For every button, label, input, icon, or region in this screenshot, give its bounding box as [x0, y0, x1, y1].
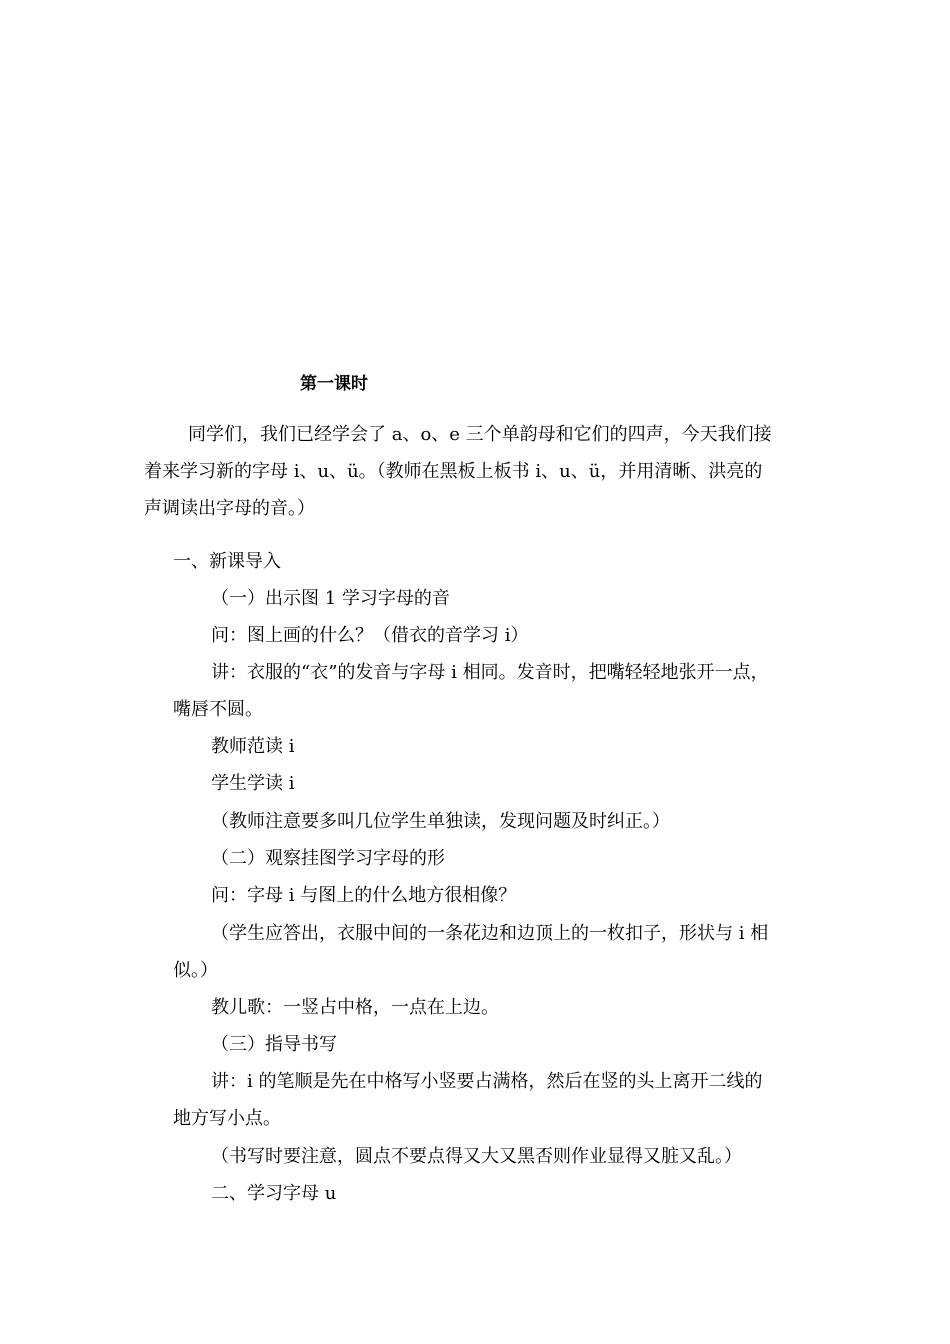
section-heading-new-lesson: 一、新课导入	[173, 551, 281, 572]
intro-line-3: 声调读出字母的音。）	[144, 498, 315, 519]
answer-2-line-1: （学生应答出，衣服中间的一条花边和边顶上的一枚扣子，形状与 i 相	[211, 923, 769, 944]
explanation-1-line-2: 嘴唇不圆。	[173, 699, 263, 720]
explanation-3-line-2: 地方写小点。	[173, 1108, 281, 1129]
intro-line-2: 着来学习新的字母 i、u、ü。（教师在黑板上板书 i、u、ü，并用清晰、洪亮的	[144, 461, 763, 482]
subsection-heading-3: （三）指导书写	[211, 1034, 337, 1055]
question-2: 问：字母 i 与图上的什么地方很相像？	[211, 885, 517, 906]
explanation-3-line-1: 讲：i 的笔顺是先在中格写小竖要占满格，然后在竖的头上离开二线的	[211, 1071, 763, 1092]
teacher-note-1: （教师注意要多叫几位学生单独读，发现问题及时纠正。）	[211, 811, 670, 832]
page-title: 第一课时	[300, 374, 368, 394]
student-reading: 学生学读 i	[211, 773, 295, 794]
section-heading-letter-u: 二、学习字母 u	[211, 1183, 337, 1204]
question-1: 问：图上画的什么？（借衣的音学习 i）	[211, 625, 529, 646]
teacher-reading: 教师范读 i	[211, 736, 295, 757]
explanation-1-line-1: 讲：衣服的“衣”的发音与字母 i 相同。发音时，把嘴轻轻地张开一点，	[211, 662, 769, 683]
intro-line-1: 同学们，我们已经学会了 a、o、e 三个单韵母和它们的四声，今天我们接	[188, 424, 772, 445]
answer-2-line-2: 似。）	[173, 960, 218, 981]
writing-note: （书写时要注意，圆点不要点得又大又黑否则作业显得又脏又乱。）	[211, 1146, 742, 1167]
subsection-heading-1: （一）出示图 1 学习字母的音	[211, 588, 450, 609]
subsection-heading-2: （二）观察挂图学习字母的形	[211, 848, 445, 869]
rhyme: 教儿歌：一竖占中格，一点在上边。	[211, 997, 499, 1018]
